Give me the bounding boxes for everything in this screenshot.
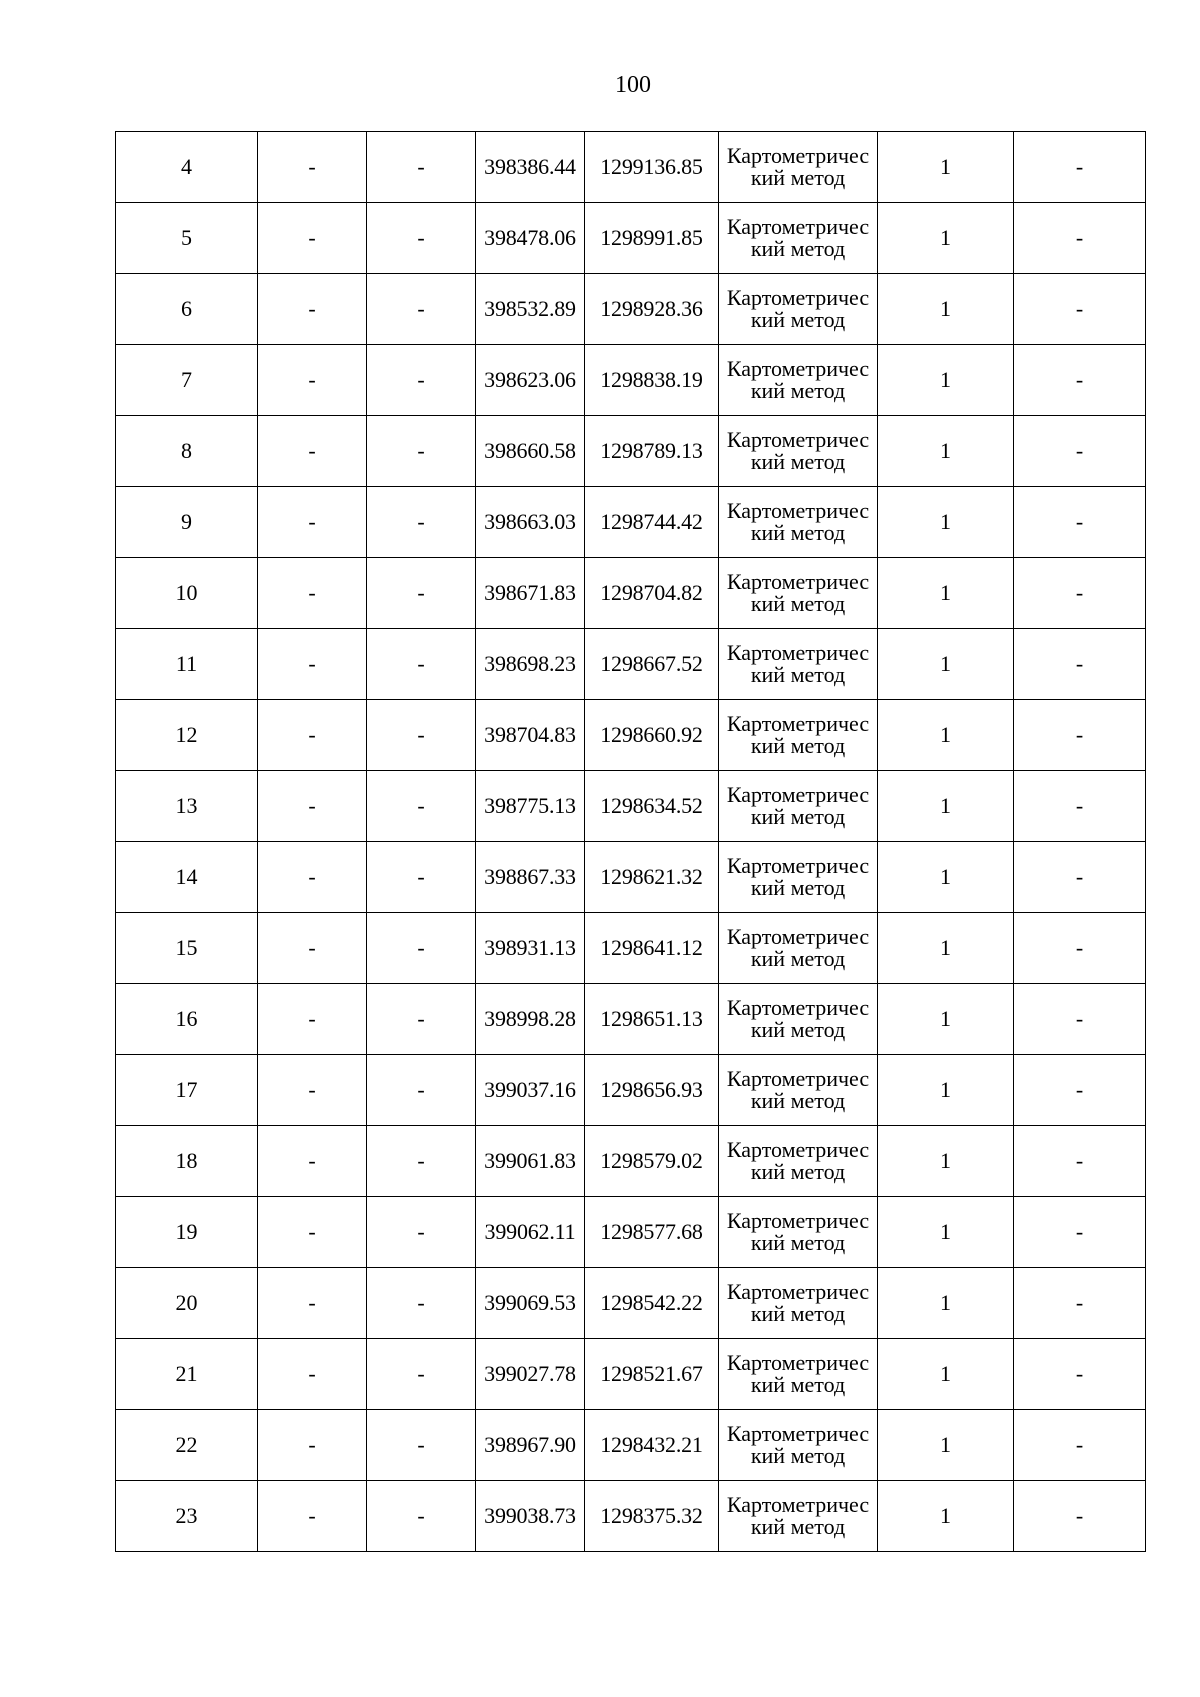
note-cell: - (1014, 203, 1146, 274)
empty-cell: - (258, 558, 367, 629)
table-row (116, 132, 1146, 203)
method-line-1: Картометричес (726, 356, 870, 381)
empty-cell: - (258, 984, 367, 1055)
point-number-cell: 11 (116, 629, 258, 700)
x-coordinate-cell: 398478.06 (476, 203, 585, 274)
empty-cell: - (258, 132, 367, 203)
point-number-cell: 5 (116, 203, 258, 274)
empty-cell: - (367, 1410, 476, 1481)
method-line-2: кий метод (750, 1443, 846, 1468)
empty-cell: - (258, 1126, 367, 1197)
accuracy-cell: 1 (878, 1481, 1014, 1552)
empty-cell: - (367, 700, 476, 771)
empty-cell: - (367, 487, 476, 558)
method-line-2: кий метод (750, 307, 846, 332)
y-coordinate-cell: 1298641.12 (585, 913, 719, 984)
empty-cell: - (367, 416, 476, 487)
empty-cell: - (258, 771, 367, 842)
note-cell: - (1014, 1268, 1146, 1339)
method-line-1: Картометричес (726, 853, 870, 878)
point-number-cell: 12 (116, 700, 258, 771)
method-line-2: кий метод (750, 733, 846, 758)
accuracy-cell: 1 (878, 1055, 1014, 1126)
note-cell: - (1014, 416, 1146, 487)
accuracy-cell: 1 (878, 629, 1014, 700)
empty-cell: - (258, 203, 367, 274)
table-row (116, 1410, 1146, 1481)
point-number-cell: 8 (116, 416, 258, 487)
method-line-1: Картометричес (726, 1421, 870, 1446)
point-number-cell: 22 (116, 1410, 258, 1481)
point-number-cell: 23 (116, 1481, 258, 1552)
x-coordinate-cell: 399069.53 (476, 1268, 585, 1339)
accuracy-cell: 1 (878, 984, 1014, 1055)
accuracy-cell: 1 (878, 1126, 1014, 1197)
method-cell (719, 416, 878, 487)
accuracy-cell: 1 (878, 274, 1014, 345)
y-coordinate-cell: 1298651.13 (585, 984, 719, 1055)
point-number-cell: 15 (116, 913, 258, 984)
note-cell: - (1014, 913, 1146, 984)
empty-cell: - (367, 345, 476, 416)
empty-cell: - (367, 984, 476, 1055)
empty-cell: - (367, 629, 476, 700)
method-line-2: кий метод (750, 1159, 846, 1184)
y-coordinate-cell: 1298660.92 (585, 700, 719, 771)
method-line-2: кий метод (750, 1301, 846, 1326)
x-coordinate-cell: 398998.28 (476, 984, 585, 1055)
method-line-1: Картометричес (726, 214, 870, 239)
empty-cell: - (258, 1197, 367, 1268)
method-cell (719, 1268, 878, 1339)
point-number-cell: 6 (116, 274, 258, 345)
method-line-1: Картометричес (726, 569, 870, 594)
y-coordinate-cell: 1298542.22 (585, 1268, 719, 1339)
note-cell: - (1014, 487, 1146, 558)
accuracy-cell: 1 (878, 1268, 1014, 1339)
x-coordinate-cell: 398931.13 (476, 913, 585, 984)
accuracy-cell: 1 (878, 416, 1014, 487)
x-coordinate-cell: 399038.73 (476, 1481, 585, 1552)
method-cell (719, 984, 878, 1055)
method-line-1: Картометричес (726, 1350, 870, 1375)
coordinates-table (115, 131, 1146, 1552)
table-row (116, 913, 1146, 984)
empty-cell: - (367, 558, 476, 629)
note-cell: - (1014, 1126, 1146, 1197)
point-number-cell: 13 (116, 771, 258, 842)
table-row (116, 1197, 1146, 1268)
y-coordinate-cell: 1298744.42 (585, 487, 719, 558)
empty-cell: - (367, 1339, 476, 1410)
note-cell: - (1014, 1410, 1146, 1481)
point-number-cell: 4 (116, 132, 258, 203)
table-row (116, 1055, 1146, 1126)
page-number: 100 (615, 72, 651, 98)
method-line-1: Картометричес (726, 1279, 870, 1304)
empty-cell: - (258, 1410, 367, 1481)
table-row (116, 1481, 1146, 1552)
method-cell (719, 558, 878, 629)
point-number-cell: 10 (116, 558, 258, 629)
x-coordinate-cell: 398532.89 (476, 274, 585, 345)
method-line-2: кий метод (750, 449, 846, 474)
method-cell (719, 629, 878, 700)
y-coordinate-cell: 1298928.36 (585, 274, 719, 345)
method-line-1: Картометричес (726, 498, 870, 523)
empty-cell: - (367, 842, 476, 913)
table-row (116, 345, 1146, 416)
y-coordinate-cell: 1298634.52 (585, 771, 719, 842)
note-cell: - (1014, 629, 1146, 700)
note-cell: - (1014, 700, 1146, 771)
y-coordinate-cell: 1298621.32 (585, 842, 719, 913)
x-coordinate-cell: 398704.83 (476, 700, 585, 771)
method-line-2: кий метод (750, 875, 846, 900)
table-row (116, 558, 1146, 629)
note-cell: - (1014, 1481, 1146, 1552)
method-cell (719, 132, 878, 203)
empty-cell: - (367, 913, 476, 984)
note-cell: - (1014, 132, 1146, 203)
empty-cell: - (367, 203, 476, 274)
method-cell (719, 842, 878, 913)
method-cell (719, 345, 878, 416)
y-coordinate-cell: 1298667.52 (585, 629, 719, 700)
method-line-2: кий метод (750, 804, 846, 829)
empty-cell: - (367, 1055, 476, 1126)
empty-cell: - (258, 1339, 367, 1410)
accuracy-cell: 1 (878, 1339, 1014, 1410)
note-cell: - (1014, 771, 1146, 842)
y-coordinate-cell: 1298838.19 (585, 345, 719, 416)
note-cell: - (1014, 984, 1146, 1055)
method-line-2: кий метод (750, 1017, 846, 1042)
empty-cell: - (367, 132, 476, 203)
method-line-1: Картометричес (726, 782, 870, 807)
method-cell (719, 203, 878, 274)
table-row (116, 416, 1146, 487)
method-line-2: кий метод (750, 591, 846, 616)
method-cell (719, 771, 878, 842)
table-row (116, 1339, 1146, 1410)
accuracy-cell: 1 (878, 700, 1014, 771)
x-coordinate-cell: 398386.44 (476, 132, 585, 203)
table-row (116, 842, 1146, 913)
empty-cell: - (258, 345, 367, 416)
empty-cell: - (258, 487, 367, 558)
empty-cell: - (258, 842, 367, 913)
method-cell (719, 700, 878, 771)
note-cell: - (1014, 558, 1146, 629)
method-line-2: кий метод (750, 946, 846, 971)
method-line-2: кий метод (750, 236, 846, 261)
x-coordinate-cell: 399061.83 (476, 1126, 585, 1197)
method-line-1: Картометричес (726, 1492, 870, 1517)
accuracy-cell: 1 (878, 487, 1014, 558)
y-coordinate-cell: 1298375.32 (585, 1481, 719, 1552)
method-cell (719, 1481, 878, 1552)
table-row (116, 629, 1146, 700)
method-cell (719, 487, 878, 558)
y-coordinate-cell: 1298432.21 (585, 1410, 719, 1481)
method-line-2: кий метод (750, 1088, 846, 1113)
empty-cell: - (367, 1197, 476, 1268)
method-line-2: кий метод (750, 662, 846, 687)
method-line-1: Картометричес (726, 143, 870, 168)
method-cell (719, 1197, 878, 1268)
table-row (116, 771, 1146, 842)
note-cell: - (1014, 1197, 1146, 1268)
y-coordinate-cell: 1298656.93 (585, 1055, 719, 1126)
method-line-2: кий метод (750, 1372, 846, 1397)
point-number-cell: 18 (116, 1126, 258, 1197)
empty-cell: - (258, 274, 367, 345)
empty-cell: - (258, 1481, 367, 1552)
accuracy-cell: 1 (878, 132, 1014, 203)
x-coordinate-cell: 398867.33 (476, 842, 585, 913)
method-cell (719, 1126, 878, 1197)
y-coordinate-cell: 1298789.13 (585, 416, 719, 487)
point-number-cell: 9 (116, 487, 258, 558)
note-cell: - (1014, 842, 1146, 913)
method-cell (719, 913, 878, 984)
note-cell: - (1014, 1055, 1146, 1126)
y-coordinate-cell: 1298991.85 (585, 203, 719, 274)
table-row (116, 1268, 1146, 1339)
accuracy-cell: 1 (878, 842, 1014, 913)
empty-cell: - (258, 913, 367, 984)
accuracy-cell: 1 (878, 345, 1014, 416)
empty-cell: - (367, 1268, 476, 1339)
x-coordinate-cell: 398623.06 (476, 345, 585, 416)
x-coordinate-cell: 399062.11 (476, 1197, 585, 1268)
x-coordinate-cell: 398671.83 (476, 558, 585, 629)
point-number-cell: 20 (116, 1268, 258, 1339)
x-coordinate-cell: 398660.58 (476, 416, 585, 487)
accuracy-cell: 1 (878, 558, 1014, 629)
point-number-cell: 16 (116, 984, 258, 1055)
accuracy-cell: 1 (878, 913, 1014, 984)
point-number-cell: 21 (116, 1339, 258, 1410)
method-line-2: кий метод (750, 520, 846, 545)
method-line-2: кий метод (750, 378, 846, 403)
empty-cell: - (367, 771, 476, 842)
method-line-1: Картометричес (726, 427, 870, 452)
method-line-1: Картометричес (726, 711, 870, 736)
x-coordinate-cell: 398967.90 (476, 1410, 585, 1481)
empty-cell: - (258, 1055, 367, 1126)
table-row (116, 203, 1146, 274)
x-coordinate-cell: 399027.78 (476, 1339, 585, 1410)
point-number-cell: 19 (116, 1197, 258, 1268)
empty-cell: - (367, 1126, 476, 1197)
method-line-1: Картометричес (726, 285, 870, 310)
method-cell (719, 1410, 878, 1481)
table-row (116, 274, 1146, 345)
empty-cell: - (258, 700, 367, 771)
accuracy-cell: 1 (878, 1197, 1014, 1268)
point-number-cell: 7 (116, 345, 258, 416)
method-line-1: Картометричес (726, 640, 870, 665)
table-row (116, 700, 1146, 771)
method-line-1: Картометричес (726, 1137, 870, 1162)
x-coordinate-cell: 398663.03 (476, 487, 585, 558)
empty-cell: - (258, 1268, 367, 1339)
method-line-2: кий метод (750, 1230, 846, 1255)
point-number-cell: 17 (116, 1055, 258, 1126)
empty-cell: - (367, 274, 476, 345)
table-body (116, 132, 1146, 1552)
note-cell: - (1014, 345, 1146, 416)
point-number-cell: 14 (116, 842, 258, 913)
empty-cell: - (367, 1481, 476, 1552)
method-line-1: Картометричес (726, 1066, 870, 1091)
note-cell: - (1014, 274, 1146, 345)
y-coordinate-cell: 1298579.02 (585, 1126, 719, 1197)
method-cell (719, 274, 878, 345)
accuracy-cell: 1 (878, 1410, 1014, 1481)
y-coordinate-cell: 1299136.85 (585, 132, 719, 203)
x-coordinate-cell: 398775.13 (476, 771, 585, 842)
x-coordinate-cell: 399037.16 (476, 1055, 585, 1126)
y-coordinate-cell: 1298577.68 (585, 1197, 719, 1268)
method-line-1: Картометричес (726, 995, 870, 1020)
empty-cell: - (258, 416, 367, 487)
table-row (116, 1126, 1146, 1197)
method-line-1: Картометричес (726, 1208, 870, 1233)
method-cell (719, 1339, 878, 1410)
note-cell: - (1014, 1339, 1146, 1410)
accuracy-cell: 1 (878, 203, 1014, 274)
accuracy-cell: 1 (878, 771, 1014, 842)
empty-cell: - (258, 629, 367, 700)
y-coordinate-cell: 1298521.67 (585, 1339, 719, 1410)
x-coordinate-cell: 398698.23 (476, 629, 585, 700)
y-coordinate-cell: 1298704.82 (585, 558, 719, 629)
table-row (116, 487, 1146, 558)
method-cell (719, 1055, 878, 1126)
table-row (116, 984, 1146, 1055)
method-line-1: Картометричес (726, 924, 870, 949)
method-line-2: кий метод (750, 165, 846, 190)
method-line-2: кий метод (750, 1514, 846, 1539)
